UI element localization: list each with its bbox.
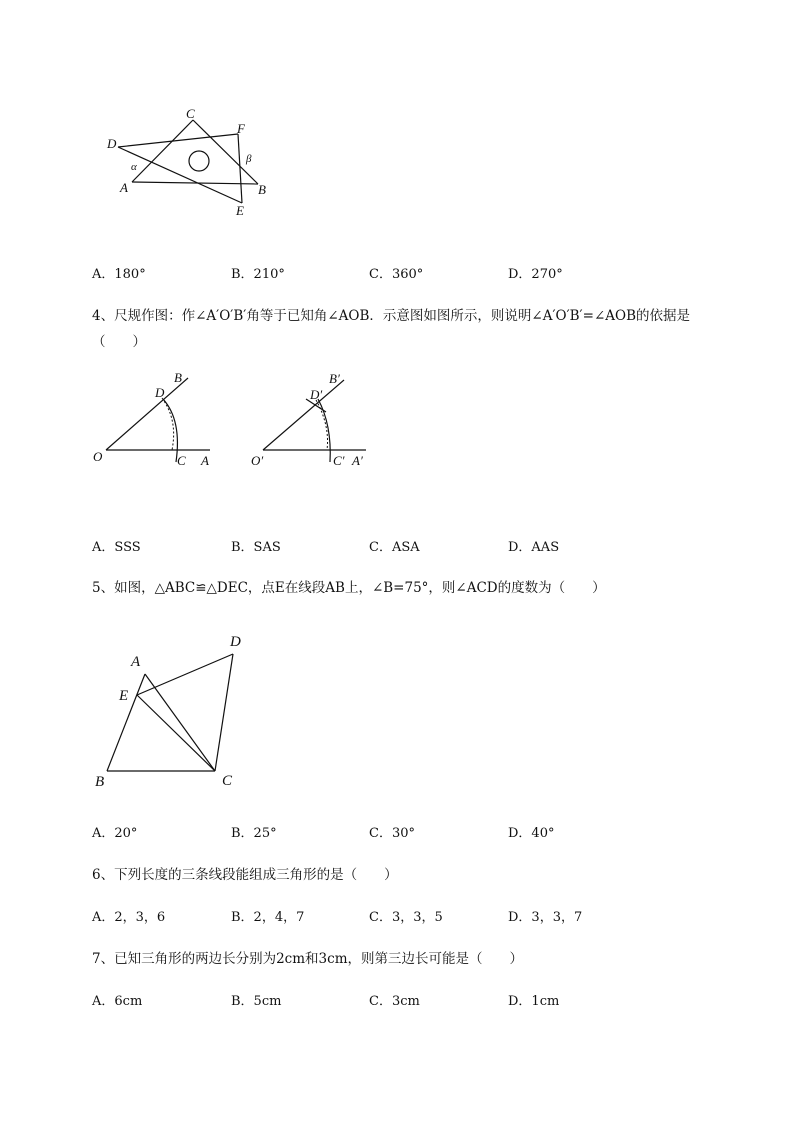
fig3-label-A: A [131, 654, 141, 670]
fig1-label-A: A [120, 180, 128, 195]
q4-option-b: B．SAS [231, 540, 281, 555]
fig2-label-O-prime: O′ [251, 453, 264, 468]
fig1-label-F: F [237, 121, 245, 136]
fig2-label-A-prime: A′ [352, 453, 363, 468]
q7-option-d: D．1cm [508, 994, 560, 1009]
fig2-label-B: B [174, 370, 182, 385]
q7-stem: 7、已知三角形的两边长分别为2cm和3cm，则第三边长可能是（ ） [92, 951, 523, 967]
fig2-label-B-prime: B′ [329, 371, 340, 386]
fig1-label-alpha: α [131, 161, 137, 173]
q4-option-d: D．AAS [508, 540, 560, 555]
q5-option-d: D．40° [508, 826, 555, 841]
q3-option-c: C．360° [369, 267, 424, 282]
q3-option-a: A．180° [92, 267, 146, 282]
q7-option-a: A．6cm [92, 994, 143, 1009]
fig3-label-C: C [222, 773, 233, 789]
q4-option-a: A．SSS [92, 540, 141, 555]
fig2-label-C: C [177, 453, 186, 468]
fig2-label-D-prime: D′ [310, 387, 323, 402]
figure1-lines [118, 120, 258, 203]
figure2-right-angle [263, 380, 366, 462]
figure2-left-angle [106, 378, 210, 462]
fig3-label-B: B [95, 774, 105, 790]
q4-stem-line2: （ ） [92, 334, 146, 350]
fig3-label-E: E [119, 688, 129, 704]
q7-option-c: C．3cm [369, 994, 420, 1009]
fig1-label-beta: β [246, 153, 252, 165]
fig2-label-D: D [155, 385, 165, 400]
q4-option-c: C．ASA [369, 540, 420, 555]
figure3-lines [107, 654, 233, 771]
q3-option-d: D．270° [508, 267, 563, 282]
q6-stem: 6、下列长度的三条线段能组成三角形的是（ ） [92, 867, 398, 883]
q7-option-b: B．5cm [231, 994, 282, 1009]
fig1-label-E: E [236, 203, 244, 218]
q5-option-a: A．20° [92, 826, 138, 841]
fig1-label-C: C [186, 106, 195, 121]
fig2-label-C-prime: C′ [333, 453, 345, 468]
q6-option-c: C．3，3，5 [369, 910, 443, 925]
q6-option-d: D．3，3，7 [508, 910, 583, 925]
fig1-label-D: D [107, 136, 117, 151]
fig3-label-D: D [230, 634, 241, 650]
fig1-label-B: B [258, 182, 266, 197]
q4-stem-line1: 4、尺规作图：作∠A′O′B′角等于已知角∠AOB．示意图如图所示，则说明∠A′O′B′=∠AOB的依据是 [92, 308, 690, 324]
fig2-label-A: A [201, 453, 209, 468]
q6-option-b: B．2，4，7 [231, 910, 305, 925]
q5-option-c: C．30° [369, 826, 415, 841]
q5-option-b: B．25° [231, 826, 277, 841]
q3-option-b: B．210° [231, 267, 285, 282]
q6-option-a: A．2，3，6 [92, 910, 166, 925]
fig2-label-O: O [93, 449, 103, 464]
q5-stem: 5、如图，△ABC≌△DEC，点E在线段AB上，∠B=75°，则∠ACD的度数为（ ） [92, 580, 606, 596]
